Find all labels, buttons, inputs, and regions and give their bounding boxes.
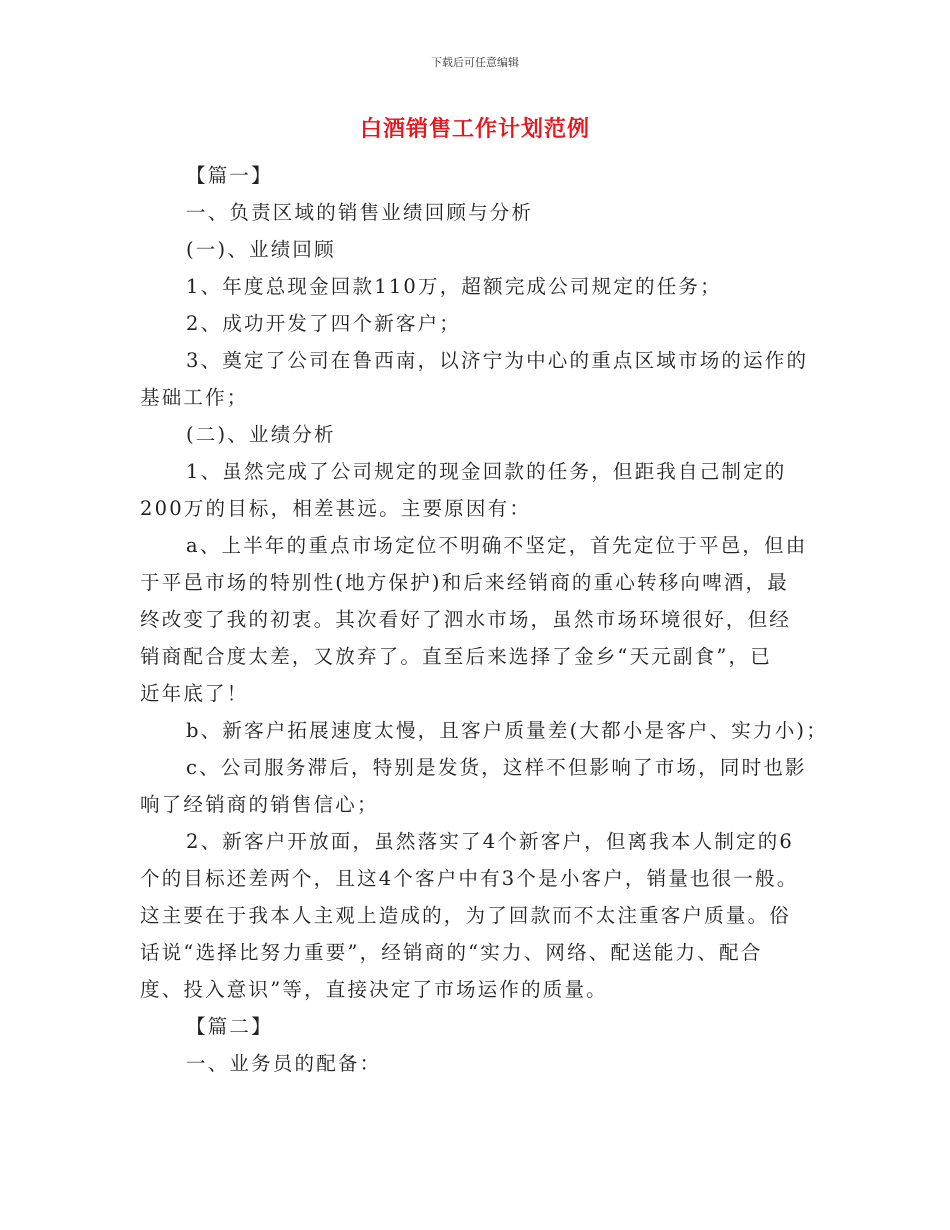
text-line: 于平邑市场的特别性(地方保护)和后来经销商的重心转移向啤酒，最 — [140, 571, 789, 594]
text-line: 话说“选择比努力重要”，经销商的“实力、网络、配送能力、配合 — [140, 941, 763, 964]
document-title: 白酒销售工作计划范例 — [359, 117, 590, 142]
text-line: 这主要在于我本人主观上造成的，为了回款而不太注重客户质量。俗 — [140, 904, 792, 927]
text-line: 2、新客户开放面，虽然落实了4个新客户，但离我本人制定的6 — [186, 830, 795, 853]
text-line: 终改变了我的初衷。其次看好了泗水市场，虽然市场环境很好，但经 — [140, 608, 792, 631]
text-line: (二)、业绩分析 — [186, 423, 336, 446]
text-line: 响了经销商的销售信心； — [140, 793, 379, 816]
document-body — [140, 157, 830, 1082]
text-line: 个的目标还差两个，且这4个客户中有3个是小客户，销量也很一般。 — [140, 867, 799, 890]
text-line: 一、业务员的配备： — [186, 1052, 382, 1075]
text-line: 3、奠定了公司在鲁西南，以济宁为中心的重点区域市场的运作的 — [186, 349, 809, 372]
text-line: (一)、业绩回顾 — [186, 238, 336, 261]
text-line: 度、投入意识”等，直接决定了市场运作的质量。 — [140, 978, 608, 1001]
text-line: 基础工作； — [140, 386, 249, 409]
text-line: 2、成功开发了四个新客户； — [186, 312, 462, 335]
text-line: 销商配合度太差，又放弃了。直至后来选择了金乡“天元副食”，已 — [140, 645, 772, 668]
text-line: 一、负责区域的销售业绩回顾与分析 — [186, 201, 534, 224]
text-line: 【篇二】 — [186, 1015, 273, 1038]
text-line: 【篇一】 — [186, 164, 273, 187]
text-line: a、上半年的重点市场定位不明确不坚定，首先定位于平邑，但由 — [186, 534, 808, 557]
text-line: b、新客户拓展速度太慢，且客户质量差(大都小是客户、实力小)； — [186, 719, 828, 742]
text-line: 近年底了！ — [140, 682, 249, 705]
text-line: c、公司服务滞后，特别是发货，这样不但影响了市场，同时也影 — [186, 756, 807, 779]
text-line: 1、虽然完成了公司规定的现金回款的任务，但距我自己制定的 — [186, 460, 787, 483]
page-header: 下载后可任意编辑 — [431, 56, 519, 69]
text-line: 200万的目标，相差甚远。主要原因有： — [140, 497, 532, 520]
text-line: 1、年度总现金回款110万，超额完成公司规定的任务； — [186, 275, 722, 298]
